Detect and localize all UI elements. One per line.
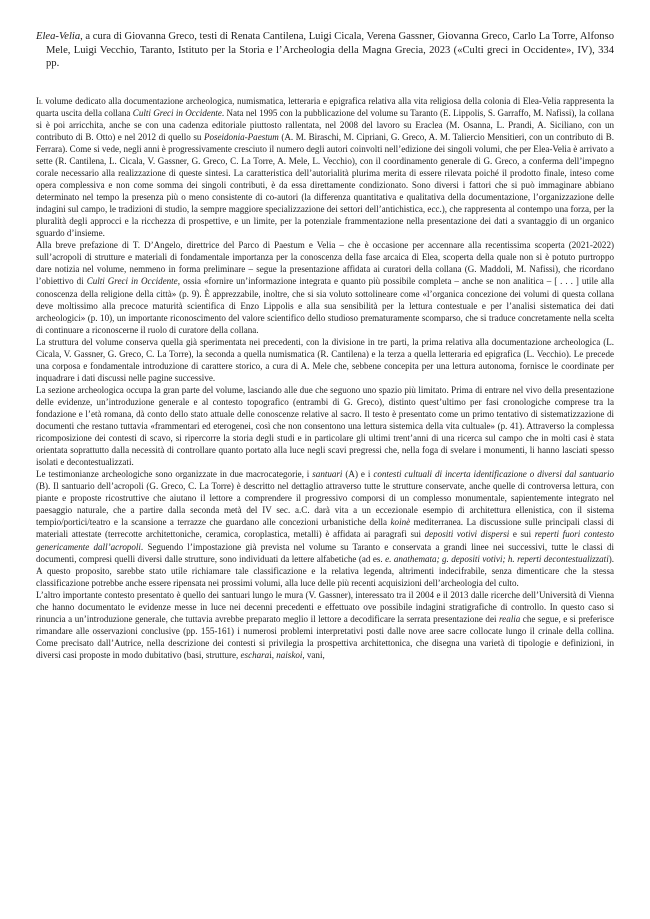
italic-text: reperti fuori contesto genericamente dall’acropoli: [36, 529, 614, 552]
italic-text: santuari: [312, 469, 343, 480]
text-run: . Seguendo l’impostazione già prevista nel volume su Taranto e conservata a grandi linee nei successivi, tutte le classi di documenti, compresi quelli diversi dalle strutture, sono individuati da lettere alfabetiche (ad es.: [36, 541, 614, 564]
text-run: ). A questo proposito, sarebbe stato utile richiamare tale classificazione e la relativa legenda, altrimenti indecifrabile, senza dimenticare che la stessa classificazione potrebbe anche essere ripensata nei prossimi volumi, alla luce delle più recenti acquisizioni dell’archeologia del culto.: [36, 553, 614, 588]
italic-text: koinè: [390, 517, 411, 528]
text-run: e sui: [509, 529, 535, 540]
review-paragraph: [36, 239, 614, 335]
text-run: , vani,: [302, 649, 325, 660]
italic-text: depositi votivi dispersi: [424, 529, 510, 540]
review-paragraph: [36, 95, 614, 240]
text-run: Alla breve prefazione di T. D’Angelo, direttrice del Parco di Paestum e Velia – che è occasione per accennare alla recentissima scoperta (2021-2022) sull’acropoli di strutture e materiali di fondamentale importanza per la conoscenza della fase arcaica di Elea, scoperta della quale non si è potuto purtroppo dare notizia nel volume, nemmeno in forma preliminare – segue la presentazione affidata ai curatori della collana (G. Maddoli, M. Nafissi), che ricordano l’obiettivo di: [36, 240, 614, 287]
text-run: (B). Il santuario dell’acropoli (G. Greco, C. La Torre) è descritto nel dettaglio attraverso tutte le strutture conservate, anche quelle di controversa lettura, con piante e proposte ricostruttive che aiutano il lettore a comprendere il progressivo comporsi di un complesso monumentale, sapientemente integrato nel paesaggio naturale, che a partire dalla seconda metà del IV sec. a.C. darà vita a un eccezionale esempio di architettura ellenistica, con il sistema tempio/portici/teatro e la scansione a terrazze che guardano alle concezioni urbanistiche della: [36, 481, 614, 528]
text-run: L’altro importante contesto presentato è quello dei santuari lungo le mura (V. Gassner), interessato tra il 2004 e il 2013 dalle ricerche dell’Università di Vienna che hanno documentato le evidenze messe in luce nei decenni precedenti e effettuato ove possibile indagini stratigrafiche di controllo. In questo caso si rinuncia a un’introduzione generale, che tuttavia avrebbe preparato meglio il lettore a decodificare la serrata presentazione dei: [36, 589, 614, 624]
text-run: , ossia «fornire un’informazione integrata e quanto più possibile completa – anche se non analitica – [ . . . ] utile alla conoscenza della religione della città» (p. 9). È apprezzabile, inoltre, che si sia voluto sottolineare come «l’organica concezione dei volumi di questa collana deve moltissimo alla precoce maturità scientifica di Enzo Lippolis e alla sua sensibilità per la lettura contestuale e per l’analisi sistematica dei dati archeologici» (p. 10), un importante riconoscimento del valore scientifico dello studioso prematuramente scomparso, che si traduce concretamente nella scelta di continuare a riconoscerne il ruolo di curatore della collana.: [36, 276, 615, 335]
italic-text: naiskoi: [276, 649, 303, 660]
review-body: [36, 95, 614, 661]
text-run: i,: [269, 649, 277, 660]
text-run: . Nata nel 1995 con la pubblicazione del volume su Taranto (E. Lippolis, S. Garraffo, M. Nafissi), la collana si è poi arricchita, anche se con una cadenza editoriale piuttosto rallentata, nel 2008 del lavoro su Eraclea (M. Osanna, L. Prandi, A. Siciliano, con un contributo di B. Otto) e nel 2012 di quello su: [36, 107, 614, 142]
text-run: mediterranea. La discussione sulle principali classi di materiali attestate (terrecotte architettoniche, ceramica, coroplastica, metalli) è affidata ai paragrafi sui: [36, 517, 614, 540]
opening-word: Il: [36, 95, 43, 106]
text-run: volume dedicato alla documentazione archeologica, numismatica, letteraria e epigrafica relativa alla vita religiosa della colonia di Elea-Velia rappresenta la quarta uscita della collana: [36, 95, 614, 118]
italic-text: contesti cultuali di incerta identificazione o diversi dal santuario: [373, 469, 614, 480]
text-run: La sezione archeologica occupa la gran parte del volume, lasciando alle due che seguono uno spazio più limitato. Prima di entrare nel vivo della presentazione delle evidenze, un’introduzione generale e al contesto topografico (entrambi di G. Greco), distinto quest’ultimo per fasi cronologiche comprese tra la fondazione e l’età romana, dà conto dello stato attuale delle conoscenze relative al sacro. Il testo è presentato come un primo tentativo di sistematizzazione di documenti che restano tuttavia «frammentari ed eterogenei, così che non consentono una lettura sistemica della vita cultuale» (p. 41). Attraverso la complessa ricomposizione dei contesti di scavo, si ripercorre la storia degli studi e in particolare gli ultimi trent’anni di una ricerca sul campo che in molti casi è stata orientata soprattutto dalla necessità di controllare quanto portato alla luce negli scavi pregressi che, nella foga di svelare i monumenti, li hanno lasciati spesso isolati e decontestualizzati.: [36, 384, 614, 468]
text-run: (A) e i: [342, 469, 374, 480]
italic-text: Culti Greci in Occidente: [132, 107, 222, 118]
italic-text: Poseidonia-Paestum: [203, 131, 279, 142]
text-run: Le testimonianze archeologiche sono organizzate in due macrocategorie, i: [36, 469, 313, 480]
text-run: La struttura del volume conserva quella già sperimentata nei precedenti, con la divisione in tre parti, la prima relativa alla documentazione archeologica (L. Cicala, V. Gassner, G. Greco, C. La Torre), la seconda a quella numismatica (R. Cantilena) e la terza a quella letteraria ed epigrafica (L. Vecchio). Le precede una corposa e fondamentale introduzione di carattere storico, a cura di A. Mele che, sebbene concepita per una lettura autonoma, fornisce le coordinate per inquadrare i dati discussi nelle pagine successive.: [36, 336, 614, 383]
italic-text: Culti Greci in Occidente: [86, 276, 178, 287]
review-paragraph: [36, 468, 614, 588]
text-run: che segue, e si preferisce rimandare alle osservazioni conclusive (pp. 155-161) i numerosi problemi interpretativi posti dalle nove aree sacre collocate lungo il crinale della collina. Come precisato dall’Autrice, nella descrizione dei contesti si privilegia la prospettiva architettonica, che disegna una varietà di tipologie e definizioni, in diversi casi proposte in modo dubitativo (basi, strutture,: [36, 613, 614, 660]
review-paragraph: [36, 589, 614, 661]
italic-text: eschara: [240, 649, 270, 660]
text-run: (A. M. Biraschi, M. Cipriani, G. Greco, A. M. Taliercio Mensitieri, con un contributo di B. Ferrara). Come si vede, negli anni è progressivamente cresciuto il numero degli autori coinvolti nell’edizione dei singoli volumi, che per Elea-Velia è arrivato a sette (R. Cantilena, L. Cicala, V. Gassner, G. Greco, C. La Torre, A. Mele, L. Vecchio), con il coordinamento generale di G. Greco, a conferma dell’impegno corale necessario alla realizzazione di queste sintesi. La caratteristica dell’autorialità plurima merita di essere rilevata poiché il prodotto finale, inteso come opera complessiva e non come somma dei singoli contributi, è da essa direttamente condizionato. Sono diversi i fattori che si può immaginare abbiano determinato nel tempo la presenza più o meno consistente di co-autori (la differenza quantitativa e qualitativa della documentazione, l’organizzazione delle indagini sul campo, le tradizioni di studio, la sempre maggiore specializzazione dei settori dell’antichistica, ecc.), che rappresenta al contempo una forza, per la pluralità degli approcci e la ricchezza di prospettive, e un limite, per la potenziale frammentazione nella presentazione dei dati a svantaggio di un organico sguardo d’insieme.: [36, 131, 614, 239]
book-details: , a cura di Giovanna Greco, testi di Renata Cantilena, Luigi Cicala, Verena Gassner, Giovanna Greco, Carlo La Torre, Alfonso Mele, Luigi Vecchio, Taranto, Istituto per la Storia e l’Archeologia della Magna Grecia, 2023 («Culti greci in Occidente», IV), 334 pp.: [46, 31, 614, 70]
italic-text: e. anathemata; g. depositi votivi; h. reperti decontestualizzati: [385, 553, 609, 564]
review-paragraph: [36, 336, 614, 384]
review-paragraph: [36, 384, 614, 468]
italic-text: realia: [499, 613, 521, 624]
book-title: Elea-Velia: [36, 31, 81, 42]
review-header: [36, 30, 614, 71]
